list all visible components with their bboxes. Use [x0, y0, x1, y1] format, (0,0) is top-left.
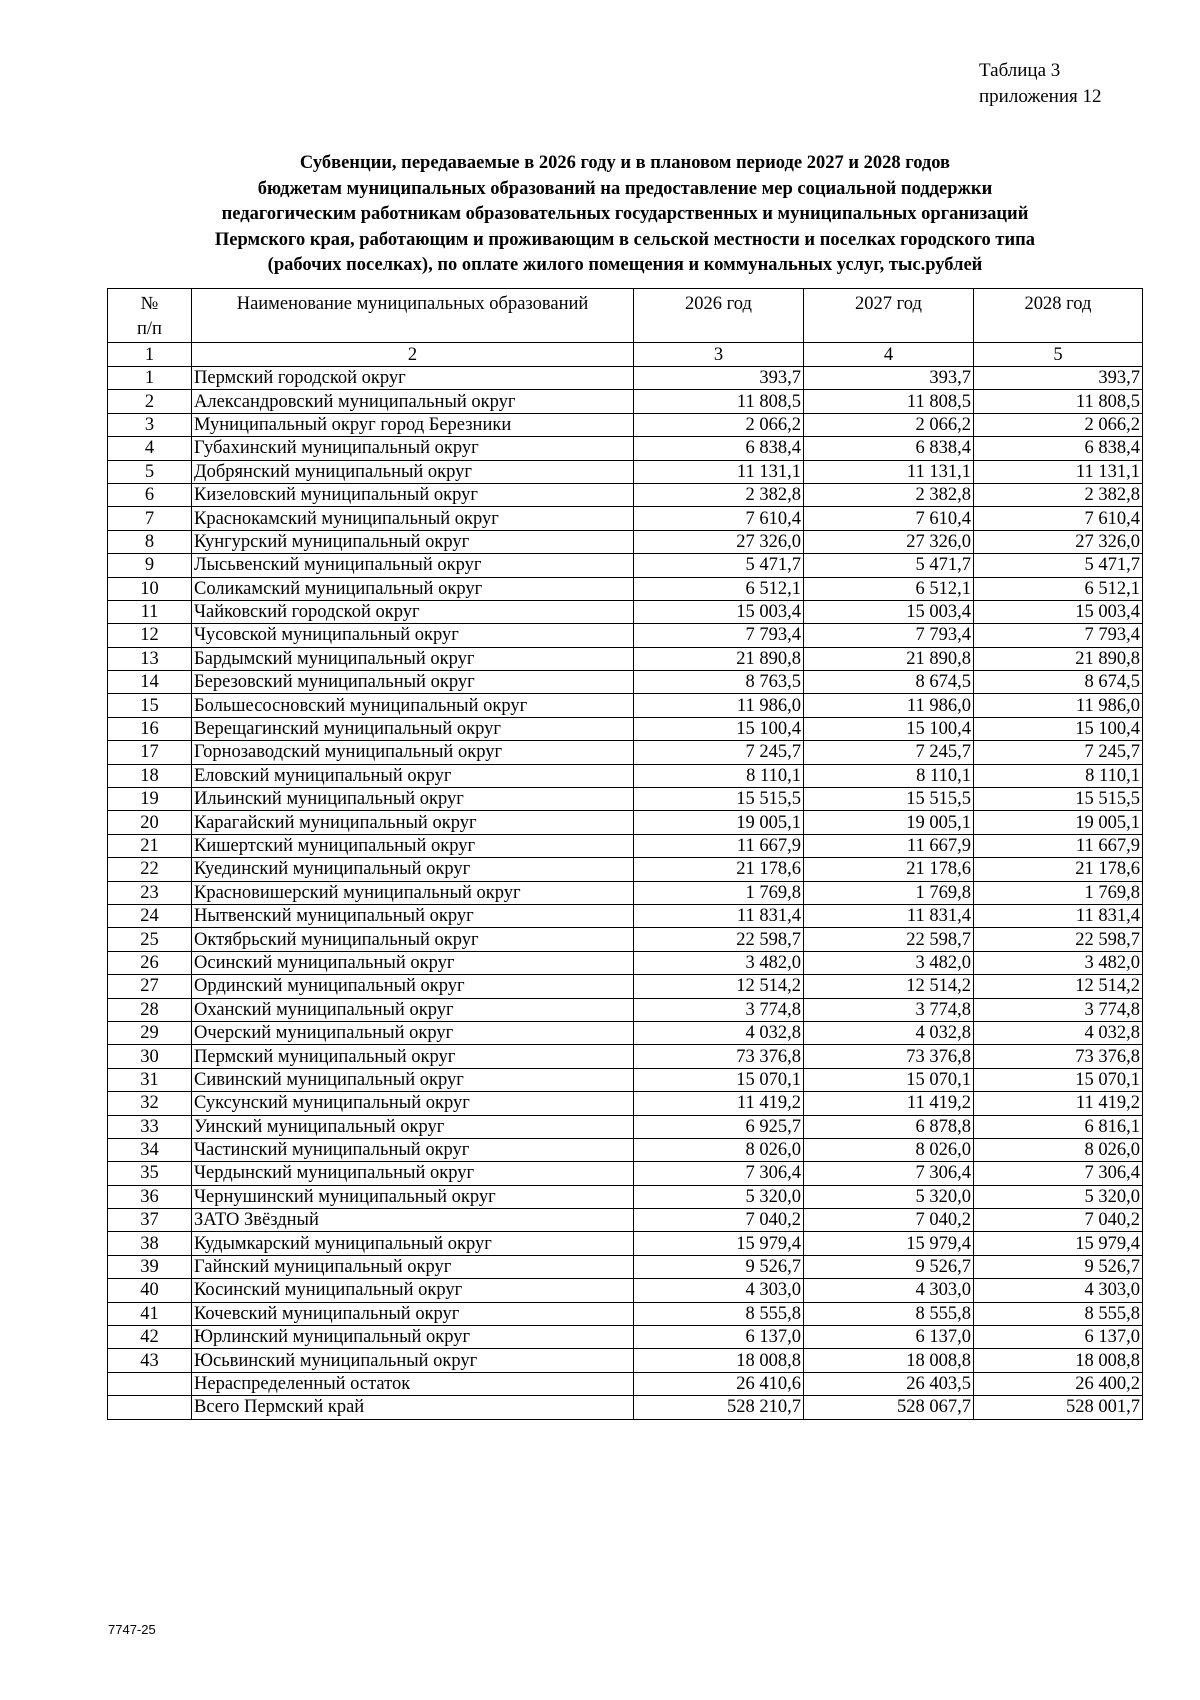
- municipality-name: Оханский муниципальный округ: [192, 998, 634, 1021]
- municipality-name: Карагайский муниципальный округ: [192, 811, 634, 834]
- row-number: [108, 1372, 192, 1395]
- table-row: [108, 507, 1143, 530]
- municipality-name: Бардымский муниципальный округ: [192, 647, 634, 670]
- table-row: [108, 811, 1143, 834]
- table-body: [108, 367, 1143, 1420]
- value-2026: 11 808,5: [634, 390, 804, 413]
- municipality-name: Кунгурский муниципальный округ: [192, 530, 634, 553]
- table-row: [108, 390, 1143, 413]
- municipality-name: Кизеловский муниципальный округ: [192, 483, 634, 506]
- value-2027: 8 110,1: [804, 764, 974, 787]
- value-2027: 7 306,4: [804, 1162, 974, 1185]
- value-2028: 11 419,2: [974, 1092, 1143, 1115]
- value-2027: 11 986,0: [804, 694, 974, 717]
- value-2028: 5 471,7: [974, 554, 1143, 577]
- value-2027: 8 026,0: [804, 1138, 974, 1161]
- value-2026: 7 793,4: [634, 624, 804, 647]
- table-row: [108, 834, 1143, 857]
- municipality-name: Чусовской муниципальный округ: [192, 624, 634, 647]
- value-2027: 6 512,1: [804, 577, 974, 600]
- row-number: 22: [108, 858, 192, 881]
- value-2027: 7 610,4: [804, 507, 974, 530]
- value-2028: 4 032,8: [974, 1021, 1143, 1044]
- value-2028: 2 382,8: [974, 483, 1143, 506]
- row-number: 27: [108, 975, 192, 998]
- row-number: 10: [108, 577, 192, 600]
- municipality-name: Кочевский муниципальный округ: [192, 1302, 634, 1325]
- value-2026: 393,7: [634, 367, 804, 390]
- row-number: 35: [108, 1162, 192, 1185]
- row-number: 29: [108, 1021, 192, 1044]
- row-number: 33: [108, 1115, 192, 1138]
- title-line: педагогическим работникам образовательных государственных и муниципальных организаций: [221, 204, 1029, 224]
- value-2026: 11 831,4: [634, 904, 804, 927]
- municipality-name: Нераспределенный остаток: [192, 1372, 634, 1395]
- value-2028: 393,7: [974, 367, 1143, 390]
- value-2027: 7 245,7: [804, 741, 974, 764]
- table-row: [108, 1162, 1143, 1185]
- value-2026: 2 382,8: [634, 483, 804, 506]
- row-number: 15: [108, 694, 192, 717]
- table-row: [108, 437, 1143, 460]
- value-2026: 8 763,5: [634, 671, 804, 694]
- value-2027: 11 667,9: [804, 834, 974, 857]
- value-2027: 73 376,8: [804, 1045, 974, 1068]
- row-number: 12: [108, 624, 192, 647]
- municipality-name: Уинский муниципальный округ: [192, 1115, 634, 1138]
- value-2026: 2 066,2: [634, 413, 804, 436]
- value-2028: 2 066,2: [974, 413, 1143, 436]
- municipality-name: Лысьвенский муниципальный округ: [192, 554, 634, 577]
- table-row: [108, 928, 1143, 951]
- municipality-name: Ординский муниципальный округ: [192, 975, 634, 998]
- row-number: 19: [108, 788, 192, 811]
- value-2026: 6 137,0: [634, 1326, 804, 1349]
- municipality-name: Кишертский муниципальный округ: [192, 834, 634, 857]
- table-row: [108, 717, 1143, 740]
- value-2028: 19 005,1: [974, 811, 1143, 834]
- value-2028: 11 986,0: [974, 694, 1143, 717]
- table-row: [108, 858, 1143, 881]
- table-row: [108, 1326, 1143, 1349]
- value-2028: 15 979,4: [974, 1232, 1143, 1255]
- municipality-name: Еловский муниципальный округ: [192, 764, 634, 787]
- value-2028: 8 026,0: [974, 1138, 1143, 1161]
- value-2026: 11 986,0: [634, 694, 804, 717]
- table-row: [108, 1396, 1143, 1419]
- header-name: Наименование муниципальных образований: [192, 289, 634, 343]
- table-row: [108, 1185, 1143, 1208]
- municipality-name: Александровский муниципальный округ: [192, 390, 634, 413]
- municipality-name: Косинский муниципальный округ: [192, 1279, 634, 1302]
- value-2026: 21 178,6: [634, 858, 804, 881]
- value-2027: 393,7: [804, 367, 974, 390]
- municipality-name: Гайнский муниципальный округ: [192, 1255, 634, 1278]
- column-number: 3: [634, 343, 804, 367]
- row-number: 38: [108, 1232, 192, 1255]
- value-2028: 1 769,8: [974, 881, 1143, 904]
- municipality-name: Соликамский муниципальный округ: [192, 577, 634, 600]
- value-2026: 73 376,8: [634, 1045, 804, 1068]
- table-row: [108, 1209, 1143, 1232]
- value-2026: 15 979,4: [634, 1232, 804, 1255]
- table-row: [108, 1068, 1143, 1091]
- column-number: 1: [108, 343, 192, 367]
- table-row: [108, 694, 1143, 717]
- appendix-number: приложения 12: [979, 86, 1102, 107]
- value-2026: 7 306,4: [634, 1162, 804, 1185]
- row-number: 32: [108, 1092, 192, 1115]
- value-2028: 11 131,1: [974, 460, 1143, 483]
- header-2026: 2026 год: [634, 289, 804, 343]
- row-number: 43: [108, 1349, 192, 1372]
- row-number: 25: [108, 928, 192, 951]
- value-2027: 11 419,2: [804, 1092, 974, 1115]
- value-2026: 7 610,4: [634, 507, 804, 530]
- row-number: 37: [108, 1209, 192, 1232]
- header-2027: 2027 год: [804, 289, 974, 343]
- table-row: [108, 1255, 1143, 1278]
- municipality-name: ЗАТО Звёздный: [192, 1209, 634, 1232]
- value-2026: 4 032,8: [634, 1021, 804, 1044]
- value-2028: 15 003,4: [974, 600, 1143, 623]
- municipality-name: Горнозаводский муниципальный округ: [192, 741, 634, 764]
- table-row: [108, 483, 1143, 506]
- value-2027: 27 326,0: [804, 530, 974, 553]
- value-2027: 12 514,2: [804, 975, 974, 998]
- value-2027: 9 526,7: [804, 1255, 974, 1278]
- table-row: [108, 904, 1143, 927]
- municipality-name: Муниципальный округ город Березники: [192, 413, 634, 436]
- value-2026: 15 003,4: [634, 600, 804, 623]
- value-2026: 12 514,2: [634, 975, 804, 998]
- municipality-name: Сивинский муниципальный округ: [192, 1068, 634, 1091]
- value-2028: 8 110,1: [974, 764, 1143, 787]
- value-2028: 7 793,4: [974, 624, 1143, 647]
- value-2027: 15 979,4: [804, 1232, 974, 1255]
- municipality-name: Ильинский муниципальный округ: [192, 788, 634, 811]
- value-2028: 7 245,7: [974, 741, 1143, 764]
- row-number: 21: [108, 834, 192, 857]
- row-number: 31: [108, 1068, 192, 1091]
- value-2026: 9 526,7: [634, 1255, 804, 1278]
- value-2026: 7 245,7: [634, 741, 804, 764]
- row-number: 13: [108, 647, 192, 670]
- row-number: 42: [108, 1326, 192, 1349]
- value-2026: 6 838,4: [634, 437, 804, 460]
- row-number: 1: [108, 367, 192, 390]
- value-2027: 19 005,1: [804, 811, 974, 834]
- value-2028: 73 376,8: [974, 1045, 1143, 1068]
- row-number: 3: [108, 413, 192, 436]
- value-2026: 5 320,0: [634, 1185, 804, 1208]
- value-2027: 5 320,0: [804, 1185, 974, 1208]
- row-number: 20: [108, 811, 192, 834]
- table-row: [108, 951, 1143, 974]
- value-2026: 21 890,8: [634, 647, 804, 670]
- value-2028: 3 482,0: [974, 951, 1143, 974]
- value-2027: 4 032,8: [804, 1021, 974, 1044]
- table-row: [108, 1045, 1143, 1068]
- value-2026: 4 303,0: [634, 1279, 804, 1302]
- value-2026: 19 005,1: [634, 811, 804, 834]
- table-row: [108, 577, 1143, 600]
- table-row: [108, 975, 1143, 998]
- table-row: [108, 671, 1143, 694]
- value-2028: 7 040,2: [974, 1209, 1143, 1232]
- value-2028: 8 555,8: [974, 1302, 1143, 1325]
- header-number-line2: п/п: [137, 319, 162, 339]
- value-2026: 27 326,0: [634, 530, 804, 553]
- municipality-name: Верещагинский муниципальный округ: [192, 717, 634, 740]
- table-row: [108, 1279, 1143, 1302]
- value-2027: 15 003,4: [804, 600, 974, 623]
- value-2028: 11 667,9: [974, 834, 1143, 857]
- table-row: [108, 1115, 1143, 1138]
- municipality-name: Добрянский муниципальный округ: [192, 460, 634, 483]
- table-row: [108, 624, 1143, 647]
- row-number: 26: [108, 951, 192, 974]
- municipality-name: Губахинский муниципальный округ: [192, 437, 634, 460]
- title-line: бюджетам муниципальных образований на предоставление мер социальной поддержки: [257, 178, 993, 199]
- value-2027: 6 838,4: [804, 437, 974, 460]
- value-2028: 6 816,1: [974, 1115, 1143, 1138]
- row-number: 14: [108, 671, 192, 694]
- table-row: [108, 998, 1143, 1021]
- row-number: 9: [108, 554, 192, 577]
- municipality-name: Юсьвинский муниципальный округ: [192, 1349, 634, 1372]
- municipality-name: Куединский муниципальный округ: [192, 858, 634, 881]
- table-row: [108, 367, 1143, 390]
- column-number: 2: [192, 343, 634, 367]
- table-row: [108, 1349, 1143, 1372]
- table-row: [108, 1232, 1143, 1255]
- table-row: [108, 764, 1143, 787]
- table-row: [108, 554, 1143, 577]
- value-2026: 3 774,8: [634, 998, 804, 1021]
- table-row: [108, 460, 1143, 483]
- value-2028: 26 400,2: [974, 1372, 1143, 1395]
- row-number: [108, 1396, 192, 1419]
- value-2027: 2 382,8: [804, 483, 974, 506]
- value-2028: 15 100,4: [974, 717, 1143, 740]
- subvention-table: [107, 288, 1143, 1420]
- row-number: 8: [108, 530, 192, 553]
- municipality-name: Суксунский муниципальный округ: [192, 1092, 634, 1115]
- table-row: [108, 741, 1143, 764]
- value-2026: 18 008,8: [634, 1349, 804, 1372]
- row-number: 24: [108, 904, 192, 927]
- value-2026: 5 471,7: [634, 554, 804, 577]
- municipality-name: Кудымкарский муниципальный округ: [192, 1232, 634, 1255]
- value-2026: 15 515,5: [634, 788, 804, 811]
- value-2027: 15 070,1: [804, 1068, 974, 1091]
- value-2026: 11 667,9: [634, 834, 804, 857]
- value-2028: 6 838,4: [974, 437, 1143, 460]
- row-number: 36: [108, 1185, 192, 1208]
- municipality-name: Березовский муниципальный округ: [192, 671, 634, 694]
- municipality-name: Пермский городской округ: [192, 367, 634, 390]
- value-2028: 8 674,5: [974, 671, 1143, 694]
- row-number: 28: [108, 998, 192, 1021]
- municipality-name: Осинский муниципальный округ: [192, 951, 634, 974]
- table-row: [108, 1092, 1143, 1115]
- table-number: Таблица 3: [979, 60, 1061, 81]
- value-2027: 21 890,8: [804, 647, 974, 670]
- value-2028: 15 070,1: [974, 1068, 1143, 1091]
- value-2027: 6 878,8: [804, 1115, 974, 1138]
- value-2028: 5 320,0: [974, 1185, 1143, 1208]
- municipality-name: Чайковский городской округ: [192, 600, 634, 623]
- value-2027: 15 515,5: [804, 788, 974, 811]
- row-number: 23: [108, 881, 192, 904]
- value-2027: 11 808,5: [804, 390, 974, 413]
- value-2026: 8 026,0: [634, 1138, 804, 1161]
- value-2028: 6 137,0: [974, 1326, 1143, 1349]
- value-2028: 7 610,4: [974, 507, 1143, 530]
- value-2026: 8 555,8: [634, 1302, 804, 1325]
- value-2026: 26 410,6: [634, 1372, 804, 1395]
- municipality-name: Нытвенский муниципальный округ: [192, 904, 634, 927]
- table-row: [108, 788, 1143, 811]
- value-2026: 15 100,4: [634, 717, 804, 740]
- value-2027: 26 403,5: [804, 1372, 974, 1395]
- table-row: [108, 1021, 1143, 1044]
- value-2026: 3 482,0: [634, 951, 804, 974]
- value-2027: 8 674,5: [804, 671, 974, 694]
- value-2027: 7 793,4: [804, 624, 974, 647]
- municipality-name: Большесосновский муниципальный округ: [192, 694, 634, 717]
- value-2027: 11 131,1: [804, 460, 974, 483]
- document-title: [110, 151, 1140, 279]
- value-2027: 4 303,0: [804, 1279, 974, 1302]
- value-2027: 7 040,2: [804, 1209, 974, 1232]
- header-number-line1: №: [140, 294, 159, 314]
- municipality-name: Октябрьский муниципальный округ: [192, 928, 634, 951]
- table-row: [108, 1138, 1143, 1161]
- value-2027: 22 598,7: [804, 928, 974, 951]
- value-2026: 1 769,8: [634, 881, 804, 904]
- value-2028: 22 598,7: [974, 928, 1143, 951]
- column-number-row: [108, 343, 1143, 367]
- table-row: [108, 647, 1143, 670]
- municipality-name: Частинский муниципальный округ: [192, 1138, 634, 1161]
- title-line: (рабочих поселках), по оплате жилого помещения и коммунальных услуг, тыс.рублей: [267, 255, 983, 275]
- row-number: 40: [108, 1279, 192, 1302]
- value-2027: 5 471,7: [804, 554, 974, 577]
- municipality-name: Чердынский муниципальный округ: [192, 1162, 634, 1185]
- municipality-name: Краснокамский муниципальный округ: [192, 507, 634, 530]
- value-2027: 8 555,8: [804, 1302, 974, 1325]
- value-2028: 27 326,0: [974, 530, 1143, 553]
- table-row: [108, 881, 1143, 904]
- value-2027: 11 831,4: [804, 904, 974, 927]
- row-number: 39: [108, 1255, 192, 1278]
- value-2027: 528 067,7: [804, 1396, 974, 1419]
- table-reference: [979, 58, 1101, 110]
- municipality-name: Пермский муниципальный округ: [192, 1045, 634, 1068]
- value-2028: 7 306,4: [974, 1162, 1143, 1185]
- row-number: 41: [108, 1302, 192, 1325]
- row-number: 18: [108, 764, 192, 787]
- table-row: [108, 530, 1143, 553]
- row-number: 4: [108, 437, 192, 460]
- value-2026: 528 210,7: [634, 1396, 804, 1419]
- header-row: [108, 289, 1143, 343]
- municipality-name: Очерский муниципальный округ: [192, 1021, 634, 1044]
- row-number: 17: [108, 741, 192, 764]
- municipality-name: Юрлинский муниципальный округ: [192, 1326, 634, 1349]
- title-line: Пермского края, работающим и проживающим в сельской местности и поселках городского типа: [214, 229, 1036, 250]
- value-2026: 11 419,2: [634, 1092, 804, 1115]
- column-number: 5: [974, 343, 1143, 367]
- value-2027: 3 482,0: [804, 951, 974, 974]
- row-number: 11: [108, 600, 192, 623]
- table-row: [108, 1372, 1143, 1395]
- row-number: 34: [108, 1138, 192, 1161]
- value-2027: 1 769,8: [804, 881, 974, 904]
- value-2026: 7 040,2: [634, 1209, 804, 1232]
- row-number: 5: [108, 460, 192, 483]
- document-code: 7747-25: [108, 1622, 156, 1637]
- municipality-name: Чернушинский муниципальный округ: [192, 1185, 634, 1208]
- row-number: 30: [108, 1045, 192, 1068]
- municipality-name: Всего Пермский край: [192, 1396, 634, 1419]
- row-number: 7: [108, 507, 192, 530]
- municipality-name: Красновишерский муниципальный округ: [192, 881, 634, 904]
- value-2028: 18 008,8: [974, 1349, 1143, 1372]
- value-2026: 11 131,1: [634, 460, 804, 483]
- value-2028: 4 303,0: [974, 1279, 1143, 1302]
- value-2026: 6 512,1: [634, 577, 804, 600]
- value-2028: 6 512,1: [974, 577, 1143, 600]
- value-2028: 9 526,7: [974, 1255, 1143, 1278]
- value-2028: 3 774,8: [974, 998, 1143, 1021]
- table-row: [108, 600, 1143, 623]
- value-2027: 21 178,6: [804, 858, 974, 881]
- value-2026: 8 110,1: [634, 764, 804, 787]
- row-number: 2: [108, 390, 192, 413]
- header-number: [108, 289, 192, 343]
- row-number: 16: [108, 717, 192, 740]
- value-2028: 15 515,5: [974, 788, 1143, 811]
- value-2028: 12 514,2: [974, 975, 1143, 998]
- value-2028: 21 178,6: [974, 858, 1143, 881]
- row-number: 6: [108, 483, 192, 506]
- value-2027: 3 774,8: [804, 998, 974, 1021]
- value-2026: 6 925,7: [634, 1115, 804, 1138]
- value-2028: 11 831,4: [974, 904, 1143, 927]
- value-2026: 15 070,1: [634, 1068, 804, 1091]
- table-row: [108, 1302, 1143, 1325]
- title-line: Субвенции, передаваемые в 2026 году и в плановом периоде 2027 и 2028 годов: [299, 153, 951, 173]
- value-2028: 11 808,5: [974, 390, 1143, 413]
- value-2028: 21 890,8: [974, 647, 1143, 670]
- column-number: 4: [804, 343, 974, 367]
- value-2027: 2 066,2: [804, 413, 974, 436]
- value-2026: 22 598,7: [634, 928, 804, 951]
- value-2028: 528 001,7: [974, 1396, 1143, 1419]
- table-row: [108, 413, 1143, 436]
- value-2027: 15 100,4: [804, 717, 974, 740]
- value-2027: 18 008,8: [804, 1349, 974, 1372]
- header-2028: 2028 год: [974, 289, 1143, 343]
- value-2027: 6 137,0: [804, 1326, 974, 1349]
